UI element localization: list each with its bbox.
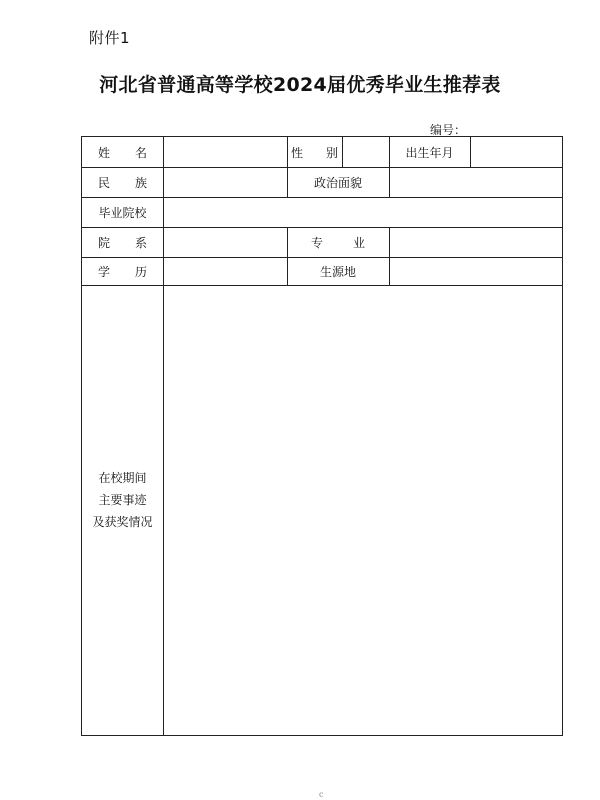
ethnicity-label: 民 族 (98, 175, 147, 190)
birth-date-label: 出生年月 (405, 145, 454, 160)
political-status-label: 政治面貌 (313, 175, 362, 190)
origin-label: 生源地 (319, 264, 356, 279)
major-field[interactable] (390, 227, 563, 257)
gender-field[interactable] (343, 137, 389, 167)
graduate-school-label: 毕业院校 (98, 205, 147, 220)
name-label: 姓 名 (98, 145, 147, 160)
name-field[interactable] (164, 137, 287, 167)
graduate-school-field[interactable] (164, 197, 563, 227)
ethnicity-field[interactable] (164, 167, 287, 197)
serial-number-label: 编号： (430, 123, 467, 137)
education-label: 学 历 (98, 264, 147, 279)
recommendation-form-table (81, 136, 563, 736)
page-mark: c (319, 790, 324, 799)
department-label: 院 系 (98, 235, 147, 250)
major-label: 专 业 (311, 235, 365, 250)
birth-date-field[interactable] (471, 137, 563, 167)
origin-field[interactable] (390, 257, 563, 285)
achievements-label: 在校期间 主要事迹 及获奖情况 (92, 471, 153, 529)
department-field[interactable] (164, 227, 287, 257)
document-title: 河北省普通高等学校2024届优秀毕业生推荐表 (99, 74, 501, 96)
attachment-label: 附件1 (89, 29, 131, 47)
gender-label: 性 别 (291, 145, 338, 160)
education-field[interactable] (164, 257, 287, 285)
achievements-field[interactable] (164, 286, 563, 735)
political-status-field[interactable] (390, 167, 563, 197)
